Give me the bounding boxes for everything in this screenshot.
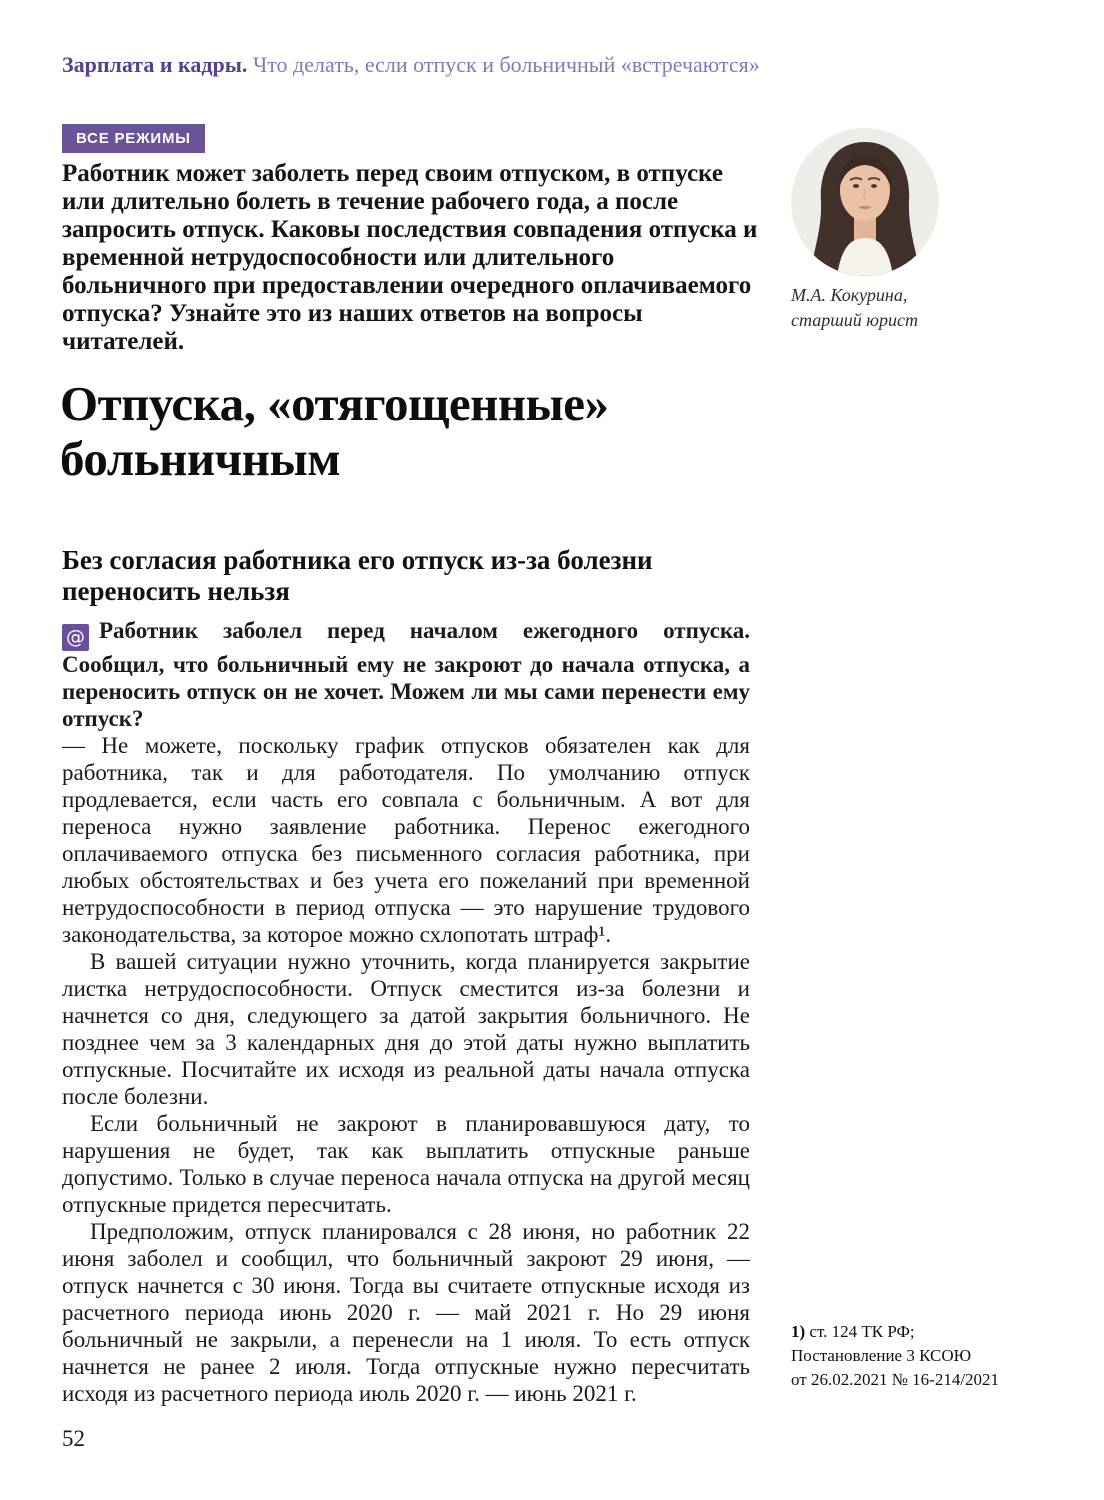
author-role: старший юрист	[791, 310, 918, 330]
footnote	[791, 1320, 1071, 1392]
footnote-line-1	[791, 1320, 1071, 1344]
footnote-line-3: от 26.02.2021 № 16-214/2021	[791, 1370, 1000, 1389]
article-title: Отпуска, «отягощенные» больничным	[60, 376, 609, 486]
question-text: Работник заболел перед началом ежегодного отпуска. Сообщил, что больничный ему не закроют до начала отпуска, а переносить отпуск он не хочет. Можем ли мы сами перенести ему отпуск?	[62, 618, 750, 731]
page-header	[62, 52, 1062, 78]
answer-paragraph-2: В вашей ситуации нужно уточнить, когда планируется закрытие листка нетрудоспособности. Отпуск сместится из-за болезни и начнется со дня, следующего за датой закрытия больничного. Не позднее чем за 3 календарных дня до этой даты нужно выплатить отпускные. Посчитайте их исходя из реальной даты начала отпуска после болезни.	[62, 949, 750, 1109]
page-number: 52	[62, 1426, 85, 1451]
lead-paragraph: Работник может заболеть перед своим отпуском, в отпуске или длительно болеть в течение рабочего года, а после запросить отпуск. Каковы последствия совпадения отпуска и временной нетрудоспособности или длительного больничного при предоставлении очередного оплачиваемого отпуска? Узнайте это из наших ответов на вопросы читателей.	[62, 160, 758, 355]
woman-portrait-icon	[791, 128, 939, 276]
author-photo	[791, 128, 939, 276]
author-caption	[791, 283, 1051, 333]
header-topic: Что делать, если отпуск и больничный «встречаются»	[252, 52, 760, 77]
question-paragraph	[62, 617, 750, 732]
footnote-line-2: Постановление 3 КСОЮ	[791, 1346, 972, 1365]
author-name: М.А. Кокурина,	[791, 285, 908, 305]
answer-paragraph-1: — Не можете, поскольку график отпусков обязателен как для работника, так и для работодателя. По умолчанию отпуск продлевается, если часть его совпала с больничным. А вот для переноса нужно заявление работника. Перенос ежегодного оплачиваемого отпуска без письменного согласия работника, при любых обстоятельствах и без учета его пожеланий при временной нетрудоспособности в период отпуска — это нарушение трудового законодательства, за которое можно схлопотать штраф¹.	[62, 733, 750, 947]
answer-paragraph-3: Если больничный не закроют в планировавшуюся дату, то нарушения не будет, так как выплатить отпускные раньше допустимо. Только в случае переноса начала отпуска на другой месяц отпускные придется пересчитать.	[62, 1111, 750, 1217]
footnote-ref-text: ст. 124 ТК РФ;	[809, 1322, 915, 1341]
article-body	[62, 617, 750, 1407]
at-icon: @	[62, 624, 89, 651]
answer-paragraph-4: Предположим, отпуск планировался с 28 июня, но работник 22 июня заболел и сообщил, что больничный закроют 29 июня, — отпуск начнется с 30 июня. Тогда вы считаете отпускные исходя из расчетного периода июнь 2020 г. — май 2021 г. Но 29 июня больничный не закрыли, а перенесли на 1 июля. То есть отпуск начнется не ранее 2 июля. Тогда отпускные нужно пересчитать исходя из расчетного периода июль 2020 г. — июнь 2021 г.	[62, 1219, 750, 1406]
article-subheading: Без согласия работника его отпуск из-за болезни переносить нельзя	[62, 545, 653, 606]
section-title: Зарплата и кадры.	[62, 52, 248, 77]
footnote-marker: 1)	[791, 1322, 806, 1341]
mode-badge: ВСЕ РЕЖИМЫ	[62, 124, 205, 153]
